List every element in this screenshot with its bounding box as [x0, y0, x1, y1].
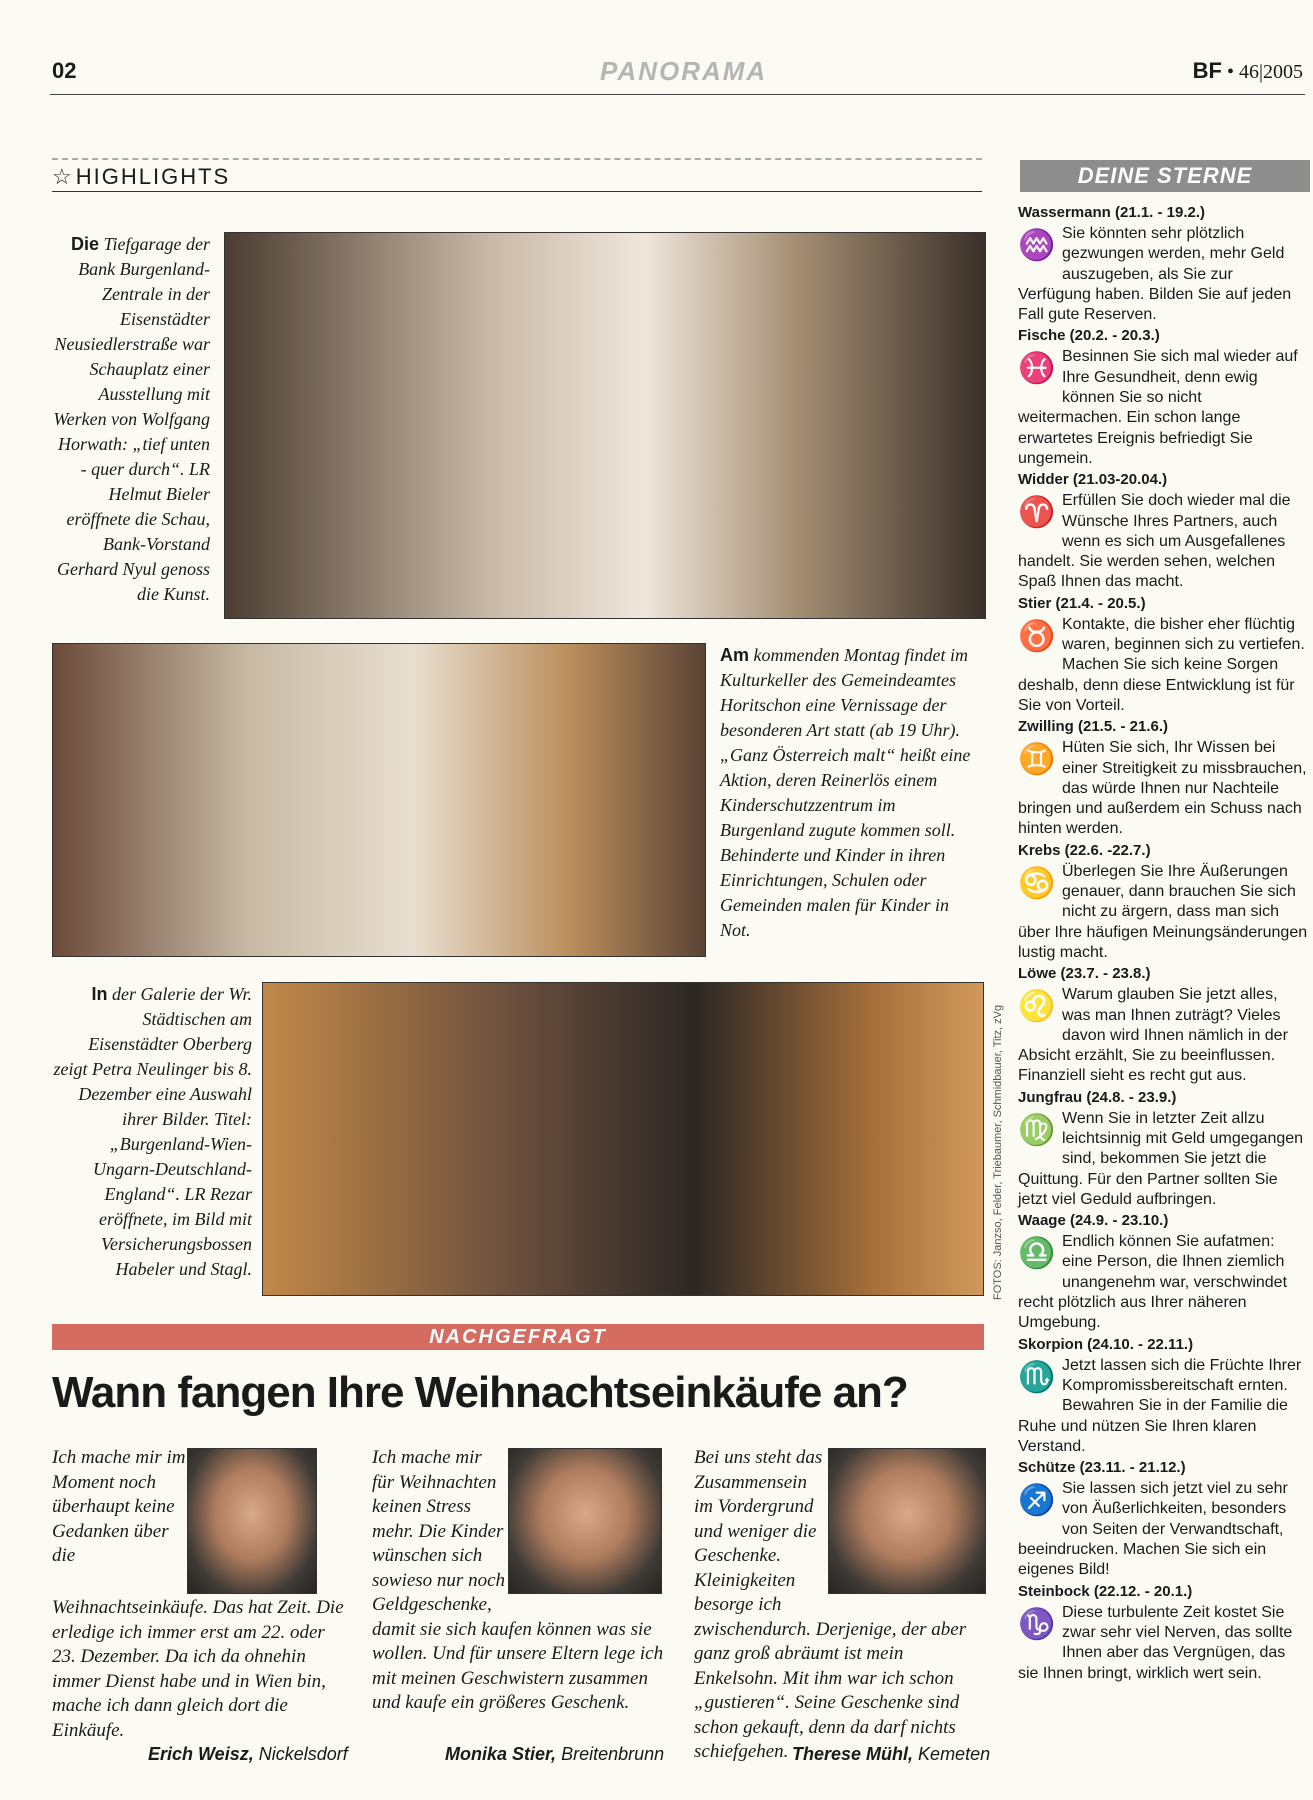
answer-3 [694, 1446, 984, 1765]
horoscope-sign [1018, 1457, 1308, 1580]
sign-body [1018, 985, 1308, 1086]
caption-text: Tiefgarage der Bank Burgenland-Zentrale in der Eisenstädter Neusiedlerstraße war Schauplatz einer Ausstellung mit Werken von Wolfgang Horwath: „tief unten - quer durch“. LR Helmut Bieler eröffnete die Schau, Bank-Vorstand Gerhard Nyul genoss die Kunst. [53, 234, 210, 604]
horoscope-column [1018, 202, 1308, 1684]
highlights-underline [52, 191, 982, 192]
sign-name: Skorpion (24.10. - 22.11.) [1018, 1335, 1194, 1353]
children-painting-photo [52, 643, 706, 957]
scorpio-icon: ♏ [1018, 1360, 1056, 1394]
bullet: • [1226, 61, 1234, 83]
float-spacer [195, 1446, 347, 1596]
caption-lead: Am [720, 645, 750, 665]
answer-3-person [792, 1744, 990, 1765]
page-number: 02 [52, 58, 77, 83]
caption-lead: Die [70, 234, 99, 254]
answer-text: Ich mache mir für Weihnachten keinen Stress mehr. Die Kinder wünschen sich sowieso nur noch Geldgeschenke, damit sie sich kaufen können was sie wollen. Und für unsere Eltern lege ich mit meinen Geschwistern zusammen und kaufe ein größeres Geschenk. [372, 1447, 664, 1713]
sign-name: Zwilling (21.5. - 21.6.) [1018, 718, 1169, 736]
horoscope-sign [1018, 1210, 1308, 1333]
caption-text: der Galerie der Wr. Städtischen am Eisenstädter Oberberg zeigt Petra Neulinger bis 8. Dezember eine Auswahl ihrer Bilder. Titel: „Burgenland-Wien-Ungarn-Deutschland-England“. LR Rezar eröffnete, im Bild mit Versicherungsbossen Habeler und Stagl. [53, 984, 252, 1279]
person-place: Nickelsdorf [258, 1744, 348, 1764]
caption-text: kommenden Montag findet im Kulturkeller des Gemeindeamtes Horitschon eine Vernissage der besonderen Art statt (ab 19 Uhr). „Ganz Österreich malt“ heißt eine Aktion, deren Reinerlös einem Kinderschutzzentrum im Burgenland zugute kommen soll. Behinderte und Kinder in ihren Einrichtungen, Schulen oder Gemeinden malen für Kinder in Not. [720, 645, 971, 940]
photo-credits-text: FOTOS: Janzso, Felder, Triebaumer, Schmidbauer, Titz, zVg [992, 1004, 1004, 1300]
person-place: Breitenbrunn [561, 1744, 665, 1764]
horoscope-sign [1018, 963, 1308, 1086]
sign-text: Diese turbulente Zeit kostet Sie zwar sehr viel Nerven, das sollte Ihnen aber das Vergnügen, das sie Ihnen bringt, wirklich wert sein. [1018, 1603, 1293, 1682]
capricorn-icon: ♑ [1018, 1607, 1056, 1641]
sign-name: Stier (21.4. - 20.5.) [1018, 594, 1146, 612]
sign-text: Sie könnten sehr plötzlich gezwungen werden, mehr Geld auszugeben, als Sie zur Verfügung haben. Bilden Sie auf jeden Fall gute Reserven. [1018, 225, 1292, 324]
highlights-title: HIGHLIGHTS [75, 164, 231, 189]
answer-text: Bei uns steht das Zusammensein im Vordergrund und weniger die Geschenke. Kleinigkeiten besorge ich zwischendurch. Derjenige, der aber ganz groß abräumt ist mein Enkelsohn. Mit ihm war ich schon „gustieren“. Seine Geschenke sind schon gekauft, denn da darf nichts schiefgehen. [694, 1447, 967, 1762]
issue-info [1193, 58, 1303, 84]
sign-body [1018, 738, 1308, 839]
highlight-caption-2 [720, 643, 982, 943]
sign-body [1018, 862, 1308, 963]
sign-body [1018, 1356, 1308, 1457]
cancer-icon: ♋ [1018, 866, 1056, 900]
sign-name: Fische (20.2. - 20.3.) [1018, 327, 1160, 345]
sign-text: Endlich können Sie aufatmen: eine Person, die Ihnen ziemlich unangenehm war, verschwindet recht plötzlich aus Ihrer näheren Umgebung. [1018, 1233, 1288, 1332]
horoscope-sign [1018, 716, 1308, 839]
answer-text: Ich mache mir im Moment noch überhaupt keine Gedanken über die Weihnachtseinkäufe. Das hat Zeit. Die erledige ich immer erst am 22. oder 23. Dezember. Da ich da ohnehin immer Dienst habe und in Wien bin, mache ich dann gleich dort die Einkäufe. [52, 1447, 344, 1741]
horoscope-sign [1018, 325, 1308, 469]
gallery-opening-photo [262, 982, 984, 1296]
sign-text: Kontakte, die bisher eher flüchtig waren, beginnen sich zu vertiefen. Machen Sie sich keine Sorgen deshalb, denn diese Entwicklung ist für Sie von Vorteil. [1018, 615, 1305, 714]
person-name: Erich Weisz, [148, 1744, 254, 1764]
sign-body [1018, 615, 1308, 716]
sign-body [1018, 1232, 1308, 1333]
aries-icon: ♈ [1018, 496, 1056, 530]
sign-text: Sie lassen sich jetzt viel zu sehr von Äußerlichkeiten, besonders von Seiten der Verwandtschaft, beeindrucken. Machen Sie sich ein eigenes Bild! [1018, 1480, 1288, 1579]
sign-text: Jetzt lassen sich die Früchte Ihrer Kompromissbereitschaft ernten. Bewahren Sie in der Familie die Ruhe und nützen Sie Ihren klaren Verstand. [1018, 1356, 1302, 1455]
horoscope-sign [1018, 1581, 1308, 1684]
paper-logo: BF [1192, 58, 1222, 83]
star-icon: ☆ [52, 164, 74, 189]
sign-body [1018, 224, 1308, 325]
horoscope-sign [1018, 840, 1308, 963]
sign-body [1018, 347, 1308, 469]
caption-lead: In [91, 984, 108, 1004]
person-name: Monika Stier, [445, 1744, 557, 1764]
float-spacer [824, 1446, 984, 1596]
section-title: PANORAMA [600, 56, 768, 86]
sign-name: Krebs (22.6. -22.7.) [1018, 841, 1151, 859]
answer-1-person [148, 1744, 348, 1765]
person-name: Therese Mühl, [792, 1744, 914, 1764]
sign-text: Überlegen Sie Ihre Äußerungen genauer, dann brauchen Sie sich nicht zu ärgern, dass man sich über Ihre häufigen Meinungsänderungen lustig macht. [1018, 862, 1308, 961]
exhibition-photo-bank [224, 232, 986, 619]
photo-credits [992, 1004, 1008, 1300]
libra-icon: ♎ [1018, 1237, 1056, 1271]
answer-2 [372, 1446, 672, 1716]
sign-name: Steinbock (22.12. - 20.1.) [1018, 1582, 1193, 1600]
horoscope-sign [1018, 202, 1308, 325]
highlights-heading [52, 164, 230, 190]
sign-text: Wenn Sie in letzter Zeit allzu leichtsinnig mit Geld umgegangen sind, bekommen Sie jetzt die Quittung. Für den Partner sollten Sie jetzt viel Geduld aufbringen. [1018, 1109, 1304, 1208]
sign-name: Schütze (23.11. - 21.12.) [1018, 1459, 1186, 1477]
sign-body [1018, 1603, 1308, 1684]
horoscope-sign [1018, 1334, 1308, 1457]
sign-name: Waage (24.9. - 23.10.) [1018, 1212, 1169, 1230]
virgo-icon: ♍ [1018, 1113, 1056, 1147]
gemini-icon: ♊ [1018, 743, 1056, 777]
leo-icon: ♌ [1018, 990, 1056, 1024]
issue-number: 46|2005 [1238, 61, 1303, 83]
float-spacer [508, 1446, 672, 1596]
sign-text: Besinnen Sie sich mal wieder auf Ihre Gesundheit, denn ewig können Sie so nicht weitermachen. Ein schon lange erwartetes Ereignis befriedigt Sie ungemein. [1018, 348, 1298, 467]
sign-body [1018, 1109, 1308, 1210]
nachgefragt-bar: NACHGEFRAGT [52, 1324, 984, 1350]
sign-name: Jungfrau (24.8. - 23.9.) [1018, 1088, 1177, 1106]
horoscope-title-bar: DEINE STERNE [1020, 160, 1310, 192]
header-rule [50, 94, 1305, 95]
highlight-caption-1 [52, 232, 210, 607]
pisces-icon: ♓ [1018, 352, 1056, 386]
answer-1 [52, 1446, 347, 1743]
sign-text: Erfüllen Sie doch wieder mal die Wünsche Ihres Partners, auch wenn es sich um Ausgefallenes handelt. Sie werden sehen, welchen Spaß Ihnen das macht. [1018, 492, 1291, 591]
horoscope-sign [1018, 593, 1308, 716]
taurus-icon: ♉ [1018, 619, 1056, 653]
answer-2-person [445, 1744, 664, 1765]
sign-body [1018, 491, 1308, 592]
highlights-top-rule [52, 158, 982, 160]
survey-question: Wann fangen Ihre Weihnachtseinkäufe an? [52, 1368, 908, 1417]
sign-body [1018, 1479, 1308, 1580]
sign-text: Warum glauben Sie jetzt alles, was man Ihnen zuträgt? Vieles davon wird Ihnen nämlich in der Absicht erzählt, Sie zu beeinflussen. Finanziell sieht es recht gut aus. [1018, 986, 1288, 1085]
person-place: Kemeten [918, 1744, 991, 1764]
highlight-caption-3 [52, 982, 252, 1282]
sign-name: Wassermann (21.1. - 19.2.) [1018, 204, 1206, 221]
sign-text: Hüten Sie sich, Ihr Wissen bei einer Streitigkeit zu missbrauchen, das würde Ihnen nur Nachteile bringen und außerdem ein Schuss nach hinten werden. [1018, 739, 1307, 838]
horoscope-sign [1018, 1087, 1308, 1210]
sign-name: Widder (21.03-20.04.) [1018, 471, 1168, 489]
sagittarius-icon: ♐ [1018, 1484, 1056, 1518]
sign-name: Löwe (23.7. - 23.8.) [1018, 965, 1151, 983]
aquarius-icon: ♒ [1018, 229, 1056, 262]
horoscope-sign [1018, 469, 1308, 592]
